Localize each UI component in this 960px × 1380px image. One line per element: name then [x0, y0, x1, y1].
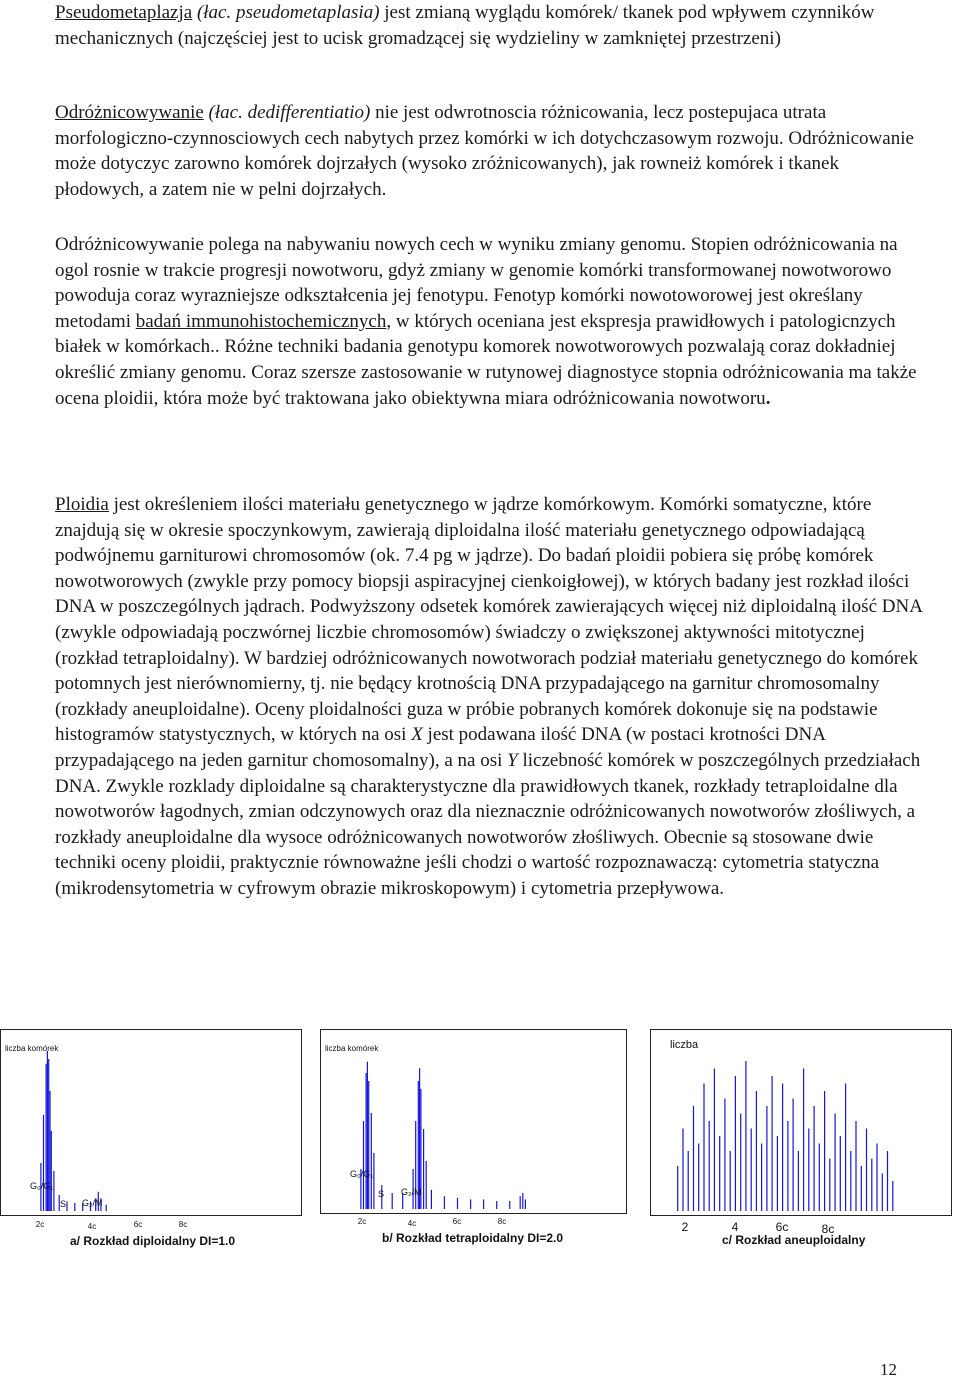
tick-8c: 8c [178, 1220, 188, 1229]
tick-4c: 4c [407, 1219, 417, 1228]
latin-pseudometaplasia: (łac. pseudometaplasia) [196, 2, 380, 23]
definition-pseudometaplazja: jest zmianą wyglądu komórek/ tkanek pod wpływem czynników mechanicznych (najczęściej jest to ucisk gromadzącej się wydzieliny w zamkniętej przestrzeni) [55, 2, 875, 49]
tick-8c: 8c [497, 1217, 507, 1226]
chart-caption: a/ Rozkład diploidalny DI=1.0 [70, 1234, 236, 1248]
tick-2c: 2c [357, 1217, 367, 1226]
tick-2c: 2c [35, 1220, 45, 1229]
histogram-tetraploid [320, 1029, 635, 1254]
text-genom-dot: . [765, 387, 771, 409]
tick-2: 2 [681, 1220, 689, 1234]
phase-label-g2m: G₂/M [82, 1198, 103, 1208]
link-badan-immunohistochemicznych[interactable]: badań immunohistochemicznych [135, 310, 387, 332]
term-odroznicowywanie: Odróżnicowywanie [55, 102, 204, 123]
definition-odroznicowywanie: nie jest odwrotnoscia różnicowania, lecz postepujaca utrata morfologiczno-czynnosciowych cech nabytych przez komórki w ich dotychczasowym rozwoju. Odróżnicowanie może dotyczyc zarowno komórek dojrzałych (wysoko zróżnicowanych), jak rowneiż komórek i tkanek płodowych, a zatem nie w pelni dojrzałych. [55, 102, 914, 200]
y-axis-label: liczba komórek [5, 1044, 59, 1053]
tick-8c: 8c [821, 1222, 835, 1236]
phase-label-g2m: G₂/M [401, 1187, 422, 1197]
chart-caption: b/ Rozkład tetraploidalny DI=2.0 [382, 1231, 564, 1245]
phase-label-g0g1: G₀/G₁ [350, 1169, 374, 1179]
tick-6c: 6c [452, 1217, 462, 1226]
text-genom-b: , w których oceniana jest ekspresja prawidłowych i patologicnzych białek w komórkach.. Różne techniki badania genotypu komorek nowotworowych pozwalają coraz dokładniej określić zmiany genomu. Coraz szersze zastosowanie w rutynowej diagnostyce stopnia odróżnicowania ma także ocena ploidii, która może być traktowana jako obiektywna miara odróżnicowania nowotworu [55, 310, 917, 409]
paragraph-pseudometaplazja [55, 0, 925, 51]
y-axis-label: liczba [670, 1039, 699, 1051]
tick-6c: 6c [775, 1220, 789, 1234]
phase-label-s: S [378, 1189, 385, 1199]
text-ploidia-c: liczebność komórek w poszczególnych przedziałach DNA. Zwykle rozklady diploidalne są charakterystyczne dla prawidłowych tkanek, rozkłady tetraploidalne dla nowotworów łagodnych, zmian odczynowych oraz dla nieznacznie odróżnicowanych nowotworów złośliwych, a rozkłady aneuploidalne dla wysoce odróżnicowanych nowotworów złośliwych. Obecnie są stosowane dwie techniki oceny ploidii, praktycznie równoważne jeśli chodzi o wartość rozpoznawaczą: cytometria statyczna (mikrodensytometria w cyfrowym obrazie mikroskopowym) i cytometria przepływowa. [55, 749, 921, 899]
histogram-bars-svg [320, 1029, 635, 1254]
histogram-bars-svg [0, 1029, 310, 1254]
term-ploidia: Ploidia [55, 494, 109, 515]
tick-6c: 6c [133, 1220, 143, 1229]
paragraph-genom [55, 232, 925, 411]
tick-4: 4 [731, 1220, 739, 1234]
phase-label-s: S [60, 1199, 67, 1209]
histogram-aneuploid [650, 1029, 955, 1254]
text-genom-a: Odróżnicowywanie polega na nabywaniu nowych cech w wyniku zmiany genomu. Stopien odróżnicowania na ogol rosnie w trakcie progresji nowotworu, gdyż zmiany w genomie komórki transformowanej nowotworowo powoduja coraz wyrazniejsze odkształcenia jej fenotypu. Fenotyp komórki nowotoworowej jest określany metodami [55, 234, 898, 332]
y-axis-label: liczba komórek [325, 1044, 379, 1053]
phase-label-g0g1: G₀/G₁ [30, 1181, 54, 1191]
tick-4c: 4c [87, 1222, 97, 1231]
text-ploidia-b: jest podawana ilość DNA (w postaci krotności DNA przypadającego na jeden garnitur chomosomalny), a na osi [55, 724, 825, 771]
histogram-bars-svg [650, 1029, 955, 1254]
latin-dedifferentiatio: (łac. dedifferentiatio) [203, 102, 371, 123]
term-pseudometaplazja: Pseudometaplazja [55, 2, 193, 23]
axis-x-symbol: X [411, 724, 423, 746]
histogram-diploid [0, 1029, 310, 1254]
axis-y-symbol: Y [507, 749, 518, 771]
chart-caption: c/ Rozkład aneuploidalny [722, 1233, 866, 1247]
page-number: 12 [880, 1360, 897, 1379]
paragraph-odroznicowywanie [55, 100, 925, 202]
text-ploidia-a: jest określeniem ilości materiału genetycznego w jądrze komórkowym. Komórki somatyczne, które znajdują się w okresie spoczynkowym, zawierają diploidalna ilość materiału genetycznego odpowiadającą podwójnemu garniturowi chromosomów (ok. 7.4 pg w jądrze). Do badań ploidii pobiera się próbę komórek nowotworowych (zwykle przy pomocy biopsji aspiracyjnej cienkoigłowej), w których badany jest rozkład ilości DNA w poszczególnych jądrach. Podwyższony odsetek komórek zawierających więcej niż diploidalną ilość DNA (zwykle odpowiadają poczwórnej liczbie chromosomów) świadczy o zwiększonej aktywności mitotycznej (rozkład tetraploidalny). W bardziej odróżnicowanych nowotworach podział materiału genetycznego do komórek potomnych jest nierównomierny, tj. nie będący krotnością DNA przypadającego na garnitur chromosomalny (rozkłady aneuploidalne). Oceny ploidalności guza w próbie pobranych komórek dokonuje się na podstawie histogramów statystycznych, w których na osi [55, 494, 922, 746]
paragraph-ploidia [55, 492, 925, 902]
